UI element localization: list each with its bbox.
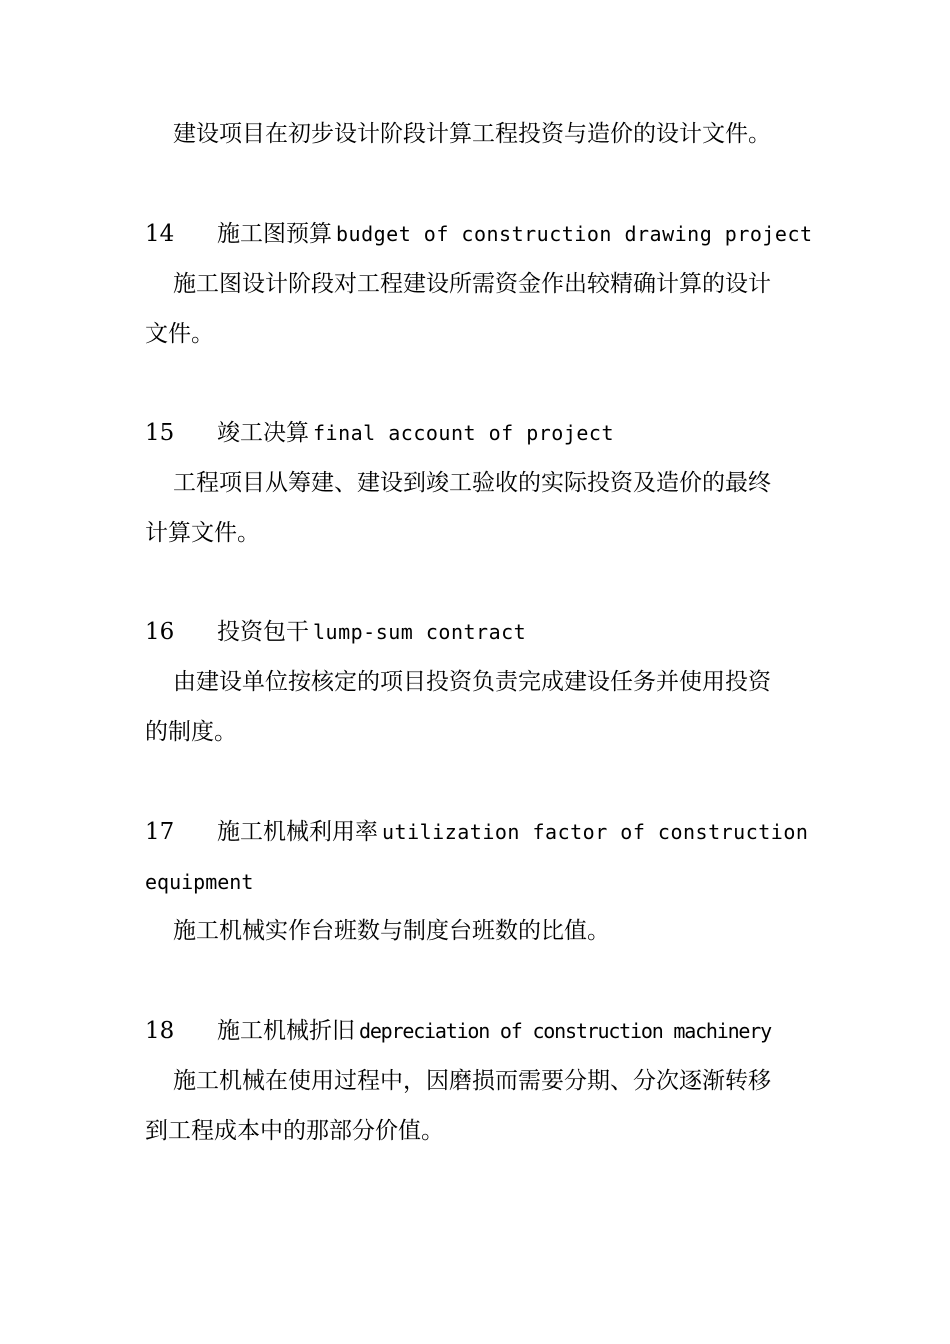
entry-number: 17 [145,819,175,845]
term-chinese: 投资包干 [217,619,309,645]
entry-17-heading [145,817,808,847]
entry-15-definition-line-2: 计算文件。 [145,520,260,546]
entry-14-definition-line-2: 文件。 [145,321,214,347]
entry-number: 14 [145,221,175,247]
entry-18-heading [145,1016,771,1046]
entry-number: 16 [145,619,175,645]
term-english: budget of construction drawing project [336,222,813,246]
entry-14-heading [145,219,813,249]
entry-number: 15 [145,420,175,446]
entry-17-definition-line-1: 施工机械实作台班数与制度台班数的比值。 [173,918,610,944]
term-english: utilization factor of construction [382,820,809,844]
term-chinese: 施工机械利用率 [217,819,378,845]
entry-14-definition-line-1: 施工图设计阶段对工程建设所需资金作出较精确计算的设计 [173,271,771,297]
term-english: final account of project [313,421,614,445]
term-chinese: 竣工决算 [217,420,309,446]
term-english: lump-sum contract [313,620,527,644]
entry-15-definition-line-1: 工程项目从筹建、建设到竣工验收的实际投资及造价的最终 [173,470,771,496]
entry-16-definition-line-1: 由建设单位按核定的项目投资负责完成建设任务并使用投资 [173,669,771,695]
entry-18-definition-line-2: 到工程成本中的那部分价值。 [145,1118,444,1144]
entry-18-definition-line-1: 施工机械在使用过程中，因磨损而需要分期、分次逐渐转移 [173,1068,771,1094]
intro-definition: 建设项目在初步设计阶段计算工程投资与造价的设计文件。 [173,121,771,147]
entry-16-heading [145,617,526,647]
term-chinese: 施工机械折旧 [217,1018,355,1044]
term-english: depreciation of construction machinery [359,1019,771,1043]
term-chinese: 施工图预算 [217,221,332,247]
entry-15-heading [145,418,614,448]
entry-17-english-continuation: equipment [145,870,254,894]
entry-number: 18 [145,1018,175,1044]
entry-16-definition-line-2: 的制度。 [145,719,237,745]
